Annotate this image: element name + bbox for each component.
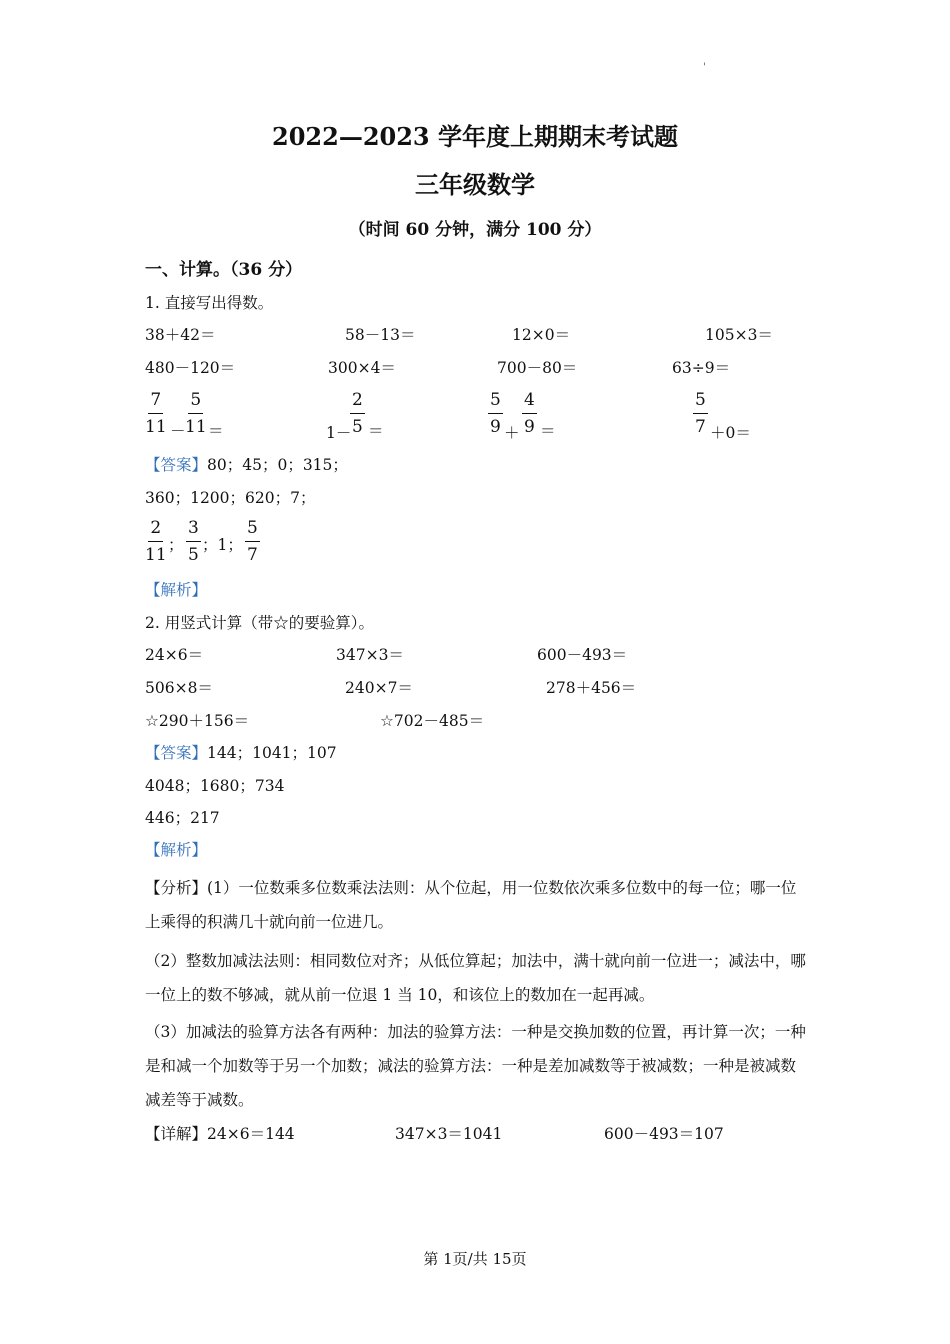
answer-line: 360；1200；620；7； [145,489,316,507]
q2-row3-item: ☆702－485＝ [380,712,485,730]
detail-tag: 【详解】 [145,1125,208,1143]
q1-row1-item: 58－13＝ [345,326,416,344]
numerator: 5 [488,392,503,414]
analysis-tag: 【解析】 [145,841,208,859]
numerator: 2 [148,520,163,542]
header-mark: ' [703,62,706,73]
answer-fraction-5-7 [245,520,260,564]
q2-row1-item: 24×6＝ [145,646,204,664]
numerator: 4 [522,392,537,414]
analysis-paragraph: 【分析】(1）一位数乘多位数乘法法则：从个位起，用一位数依次乘多位数中的每一位；哪一位上乘得的积满几十就向前一位进几。 [145,879,797,931]
denominator: 9 [524,417,535,437]
denominator: 5 [352,417,363,437]
section-heading: 一、计算。（36 分） [145,260,303,280]
numerator: 3 [186,520,201,542]
q1-label: 1. 直接写出得数。 [145,294,274,312]
denominator: 11 [185,417,207,437]
q2-row1-item: 600－493＝ [537,646,628,664]
operator: ＋ [504,424,520,442]
detail-item: 600－493＝107 [604,1125,724,1143]
answer-fraction-2-11 [145,520,167,564]
exam-title: 2022—2023 学年度上期期末考试题 [272,122,678,151]
q1-row2-item: 700－80＝ [497,359,578,377]
equals: ＝ [368,422,384,440]
numerator: 5 [245,520,260,542]
numerator: 2 [350,392,365,414]
equals: ＝ [540,422,556,440]
denominator: 5 [188,545,199,565]
q1-row1-item: 12×0＝ [512,326,571,344]
denominator: 11 [145,545,167,565]
denominator: 9 [490,417,501,437]
q1-row2-item: 480－120＝ [145,359,236,377]
answer-line: 144；1041；107 [207,744,337,762]
answer-line: 4048；1680；734 [145,777,285,795]
q2-row2-item: 506×8＝ [145,679,213,697]
operator: － [170,422,186,440]
analysis-paragraph: （2）整数加减法法则：相同数位对齐；从低位算起；加法中，满十就向前一位进一；减法中，哪一位上的数不够减，就从前一位退 1 当 10，和该位上的数加在一起再减。 [145,952,806,1004]
q1-row1-item: 38＋42＝ [145,326,216,344]
exam-subtitle: 三年级数学 [415,170,535,199]
denominator: 7 [695,417,706,437]
numerator: 5 [693,392,708,414]
fraction-4-9 [522,392,537,436]
suffix: ＋0＝ [710,424,751,442]
q2-label: 2. 用竖式计算（带☆的要验算）。 [145,614,374,632]
detail-item: 24×6＝144 [207,1125,295,1143]
q2-row2-item: 278＋456＝ [546,679,637,697]
q2-row1-item: 347×3＝ [336,646,404,664]
numerator: 5 [188,392,203,414]
answer-line: 80；45；0；315； [207,456,348,474]
page-footer: 第 1页/共 15页 [423,1250,527,1268]
fraction-2-5 [350,392,365,436]
fraction-5-7 [693,392,708,436]
answer-tag: 【答案】 [145,456,208,474]
answer-line: 446；217 [145,809,220,827]
q2-row3-item: ☆290＋156＝ [145,712,250,730]
denominator: 7 [247,545,258,565]
equals: ＝ [208,422,224,440]
q1-row2-item: 300×4＝ [328,359,396,377]
q2-row2-item: 240×7＝ [345,679,413,697]
fraction-5-11 [185,392,207,436]
q1-row2-item: 63÷9＝ [672,359,731,377]
analysis-paragraph: （3）加减法的验算方法各有两种：加法的验算方法：一种是交换加数的位置，再计算一次；一种是和减一个加数等于另一个加数；减法的验算方法：一种是差加减数等于被减数；一种是被减数减差等于减数。 [145,1023,806,1109]
separator: ；1； [202,536,243,554]
detail-line [145,1122,295,1144]
fraction-7-11 [145,392,167,436]
prefix: 1－ [326,424,352,442]
q1-row1-item: 105×3＝ [705,326,773,344]
fraction-5-9 [488,392,503,436]
answer-tag: 【答案】 [145,744,208,762]
time-note: （时间 60 分钟，满分 100 分） [348,220,602,240]
detail-item: 347×3＝1041 [395,1125,503,1143]
analysis-tag: 【解析】 [145,581,208,599]
numerator: 7 [148,392,163,414]
answer-fraction-3-5 [186,520,201,564]
separator: ； [168,536,184,554]
denominator: 11 [145,417,167,437]
